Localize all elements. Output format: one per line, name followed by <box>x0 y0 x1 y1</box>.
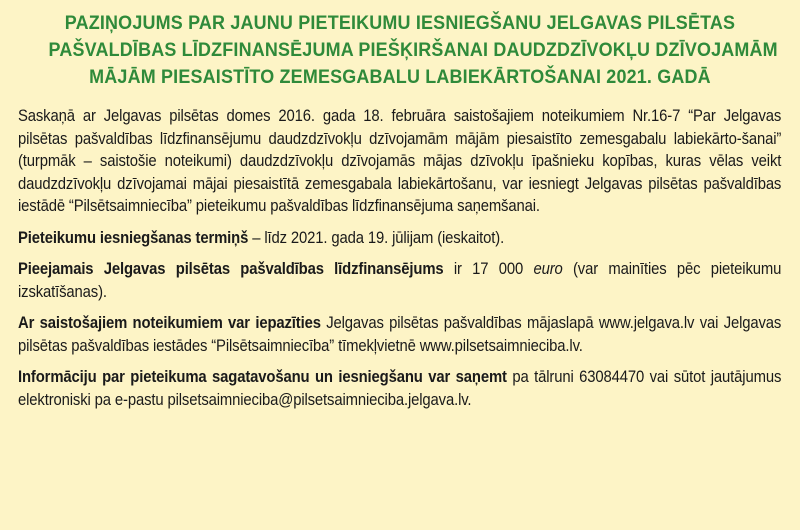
notice-title <box>48 10 778 91</box>
rules-paragraph <box>18 312 781 357</box>
funding-text-pre: ir 17 000 <box>443 260 534 278</box>
intro-paragraph <box>18 105 781 218</box>
funding-text-post: (var mainīties pēc pieteikumu izskatīšanas). <box>18 260 782 301</box>
deadline-paragraph <box>18 227 781 250</box>
title-line-2: PAŠVALDĪBAS LĪDZFINANSĒJUMA PIEŠĶIRŠANAI DAUDZDZĪVOKĻU DZĪVOJAMĀM <box>48 39 778 61</box>
funding-currency: euro <box>533 260 563 278</box>
deadline-text: – līdz 2021. gada 19. jūlijam (ieskaitot). <box>248 228 505 247</box>
notice-body <box>18 105 781 411</box>
info-label: Informāciju par pieteikuma sagatavošanu un iesniegšanu var saņemt <box>18 368 507 386</box>
funding-label: Pieejamais Jelgavas pilsētas pašvaldības līdzfinansējums <box>18 260 444 278</box>
title-line-3: MĀJĀM PIESAISTĪTO ZEMESGABALU LABIEKĀRTOŠANAI 2021. GADĀ <box>89 66 711 88</box>
title-line-1: PAZIŅOJUMS PAR JAUNU PIETEIKUMU IESNIEGŠANU JELGAVAS PILSĒTAS <box>64 12 736 34</box>
info-paragraph <box>18 366 781 411</box>
funding-paragraph <box>18 258 781 303</box>
rules-text: Jelgavas pilsētas pašvaldības mājaslapā www.jelgava.lv vai Jelgavas pilsētas pašvaldības iestādes “Pilsētsaimniecība” tīmekļvietnē www.pilsetsaimnieciba.lv. <box>18 314 782 355</box>
deadline-label: Pieteikumu iesniegšanas termiņš <box>18 228 249 247</box>
rules-label: Ar saistošajiem noteikumiem var iepazīties <box>18 314 321 332</box>
info-text: pa tālruni 63084470 vai sūtot jautājumus elektroniski pa e-pastu pilsetsaimnieciba@pilsetsaimnieciba.jelgava.lv. <box>18 368 782 409</box>
intro-text: Saskaņā ar Jelgavas pilsētas domes 2016. gada 18. februāra saistošajiem noteikumiem Nr.16-7 “Par Jelgavas pilsētas pašvaldības līdzfinansējumu daudzdzīvokļu dzīvojamām mājām piesaistīto zemesgabalu labiekārto-šanai” (turpmāk – saistošie noteikumi) daudzdzīvokļu dzīvojamās mājas dzīvokļu īpašnieku kopības, kuras vēlas veikt daudzdzīvokļu dzīvojamai mājai piesaistītā zemesgabala labiekārtošanu, var iesniegt Jelgavas pilsētas pašvaldības iestādē “Pilsētsaimniecība” pieteikumu pašvaldības līdzfinansējuma saņemšanai. <box>18 107 782 215</box>
